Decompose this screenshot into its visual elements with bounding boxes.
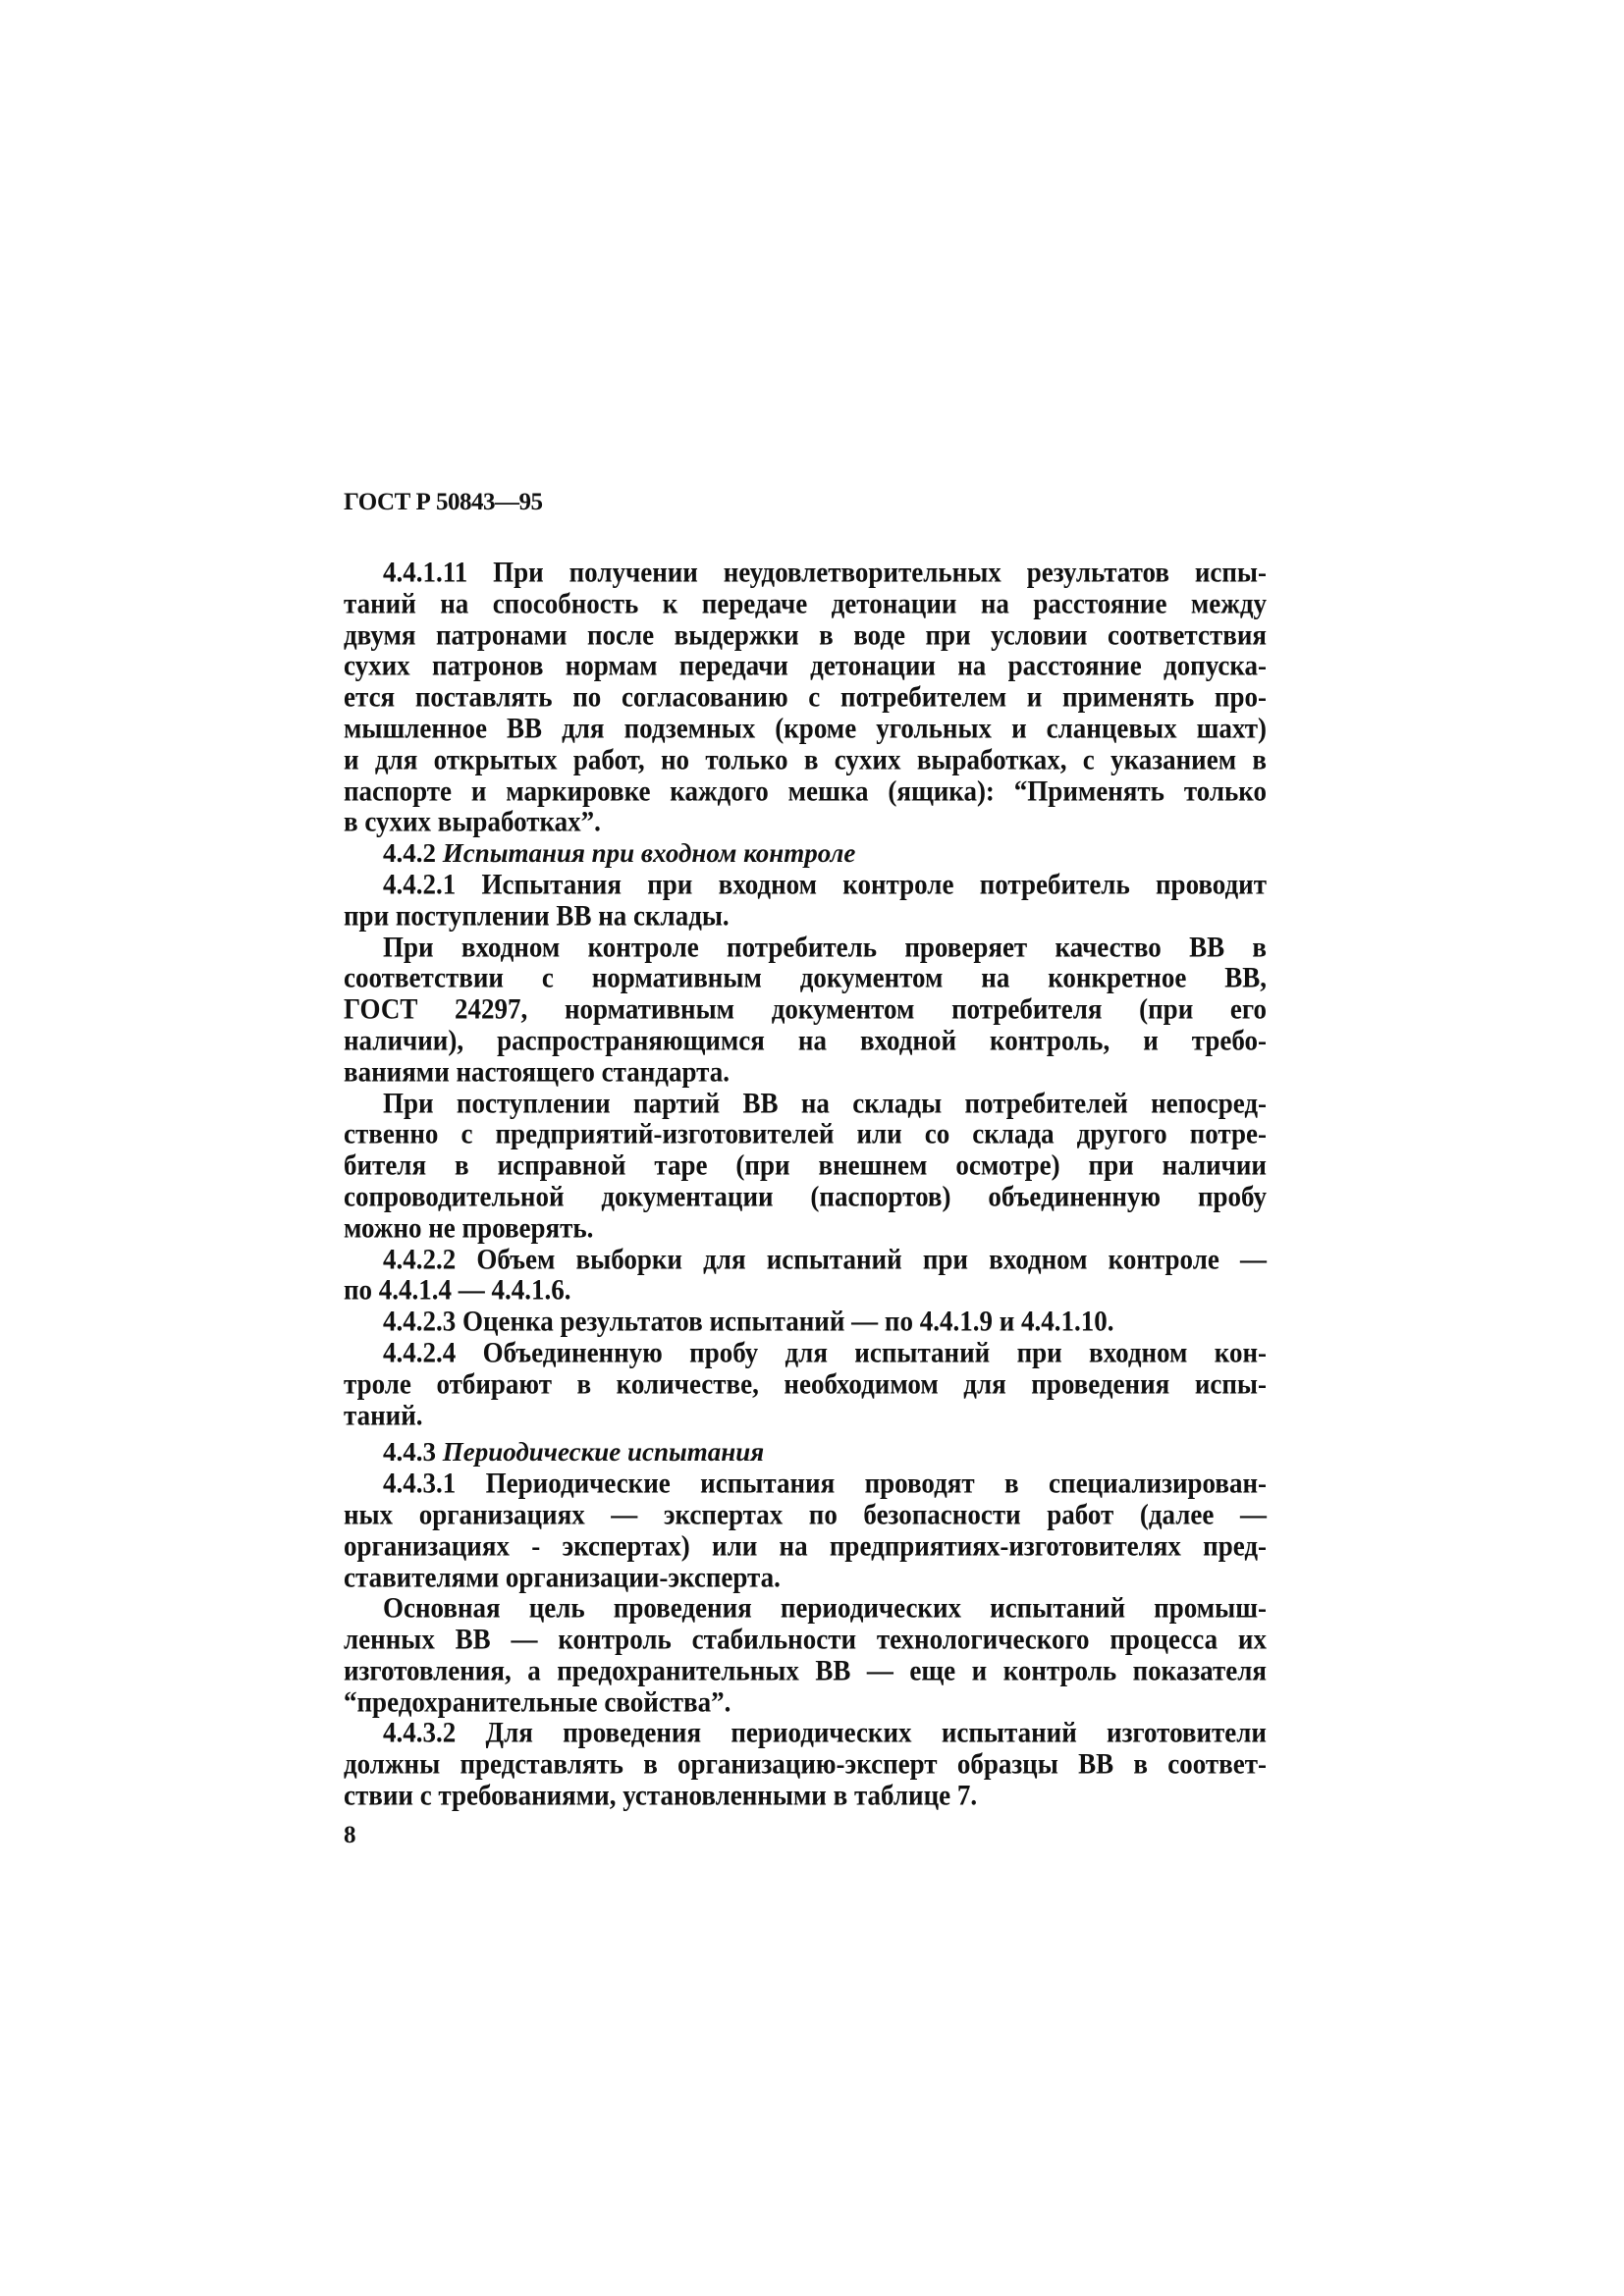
text-line: 4.4.2.4 Объединенную пробу для испытаний при входном кон- bbox=[383, 1336, 1267, 1369]
text-line: ленных ВВ — контроль стабильности технологического процесса их bbox=[344, 1623, 1267, 1656]
text-line: бителя в исправной таре (при внешнем осмотре) при наличии bbox=[344, 1148, 1267, 1182]
paragraph bbox=[344, 933, 1267, 1089]
text-line: соответствии с нормативным документом на конкретное ВВ, bbox=[344, 962, 1267, 994]
text-line: 4.4.2.3 Оценка результатов испытаний — по 4.4.1.9 и 4.4.1.10. bbox=[383, 1305, 1114, 1338]
text-line: 4.4.1.11 При получении неудовлетворительных результатов испы- bbox=[383, 556, 1267, 589]
text-line: троле отбирают в количестве, необходимом для проведения испы- bbox=[344, 1367, 1267, 1400]
text-line: сопроводительной документации (паспортов) объединенную пробу bbox=[344, 1180, 1267, 1213]
section-title: Периодические испытания bbox=[442, 1437, 765, 1468]
paragraph bbox=[344, 870, 1267, 933]
text-line: наличии), распространяющимся на входной контроль, и требо- bbox=[344, 1024, 1267, 1057]
text-line: ется поставлять по согласованию с потребителем и применять про- bbox=[344, 680, 1267, 714]
text-line: При входном контроле потребитель проверяет качество ВВ в bbox=[383, 931, 1267, 963]
text-line: и для открытых работ, но только в сухих выработках, с указанием в bbox=[344, 743, 1267, 775]
text-line: 4.4.3.2 Для проведения периодических испытаний изготовители bbox=[383, 1717, 1267, 1749]
text-line: ствии с требованиями, установленными в таблице 7. bbox=[344, 1779, 978, 1812]
text-line: мышленное ВВ для подземных (кроме угольных и сланцевых шахт) bbox=[344, 712, 1267, 745]
text-line: ГОСТ 24297, нормативным документом потребителя (при его bbox=[344, 992, 1267, 1026]
text-line: Основная цель проведения периодических испытаний промыш- bbox=[383, 1592, 1267, 1625]
text-line: в сухих выработках”. bbox=[344, 806, 601, 838]
section-heading bbox=[344, 838, 1267, 870]
document-header: ГОСТ Р 50843—95 bbox=[344, 489, 543, 515]
section-title: Испытания при входном контроле bbox=[442, 838, 856, 869]
text-line: ных организациях — экспертах по безопасности работ (далее — bbox=[344, 1498, 1267, 1531]
text-line: ственно с предприятий-изготовителей или со склада другого потре- bbox=[344, 1118, 1267, 1150]
page-number: 8 bbox=[344, 1821, 356, 1848]
paragraph bbox=[344, 1338, 1267, 1431]
text-line: таний на способность к передаче детонации на расстояние между bbox=[344, 587, 1267, 619]
paragraph bbox=[344, 1307, 1267, 1338]
text-line: двумя патронами после выдержки в воде при условии соответствия bbox=[344, 618, 1267, 651]
document-body bbox=[344, 558, 1267, 1812]
text-line: паспорте и маркировке каждого мешка (ящика): “Применять только bbox=[344, 774, 1267, 807]
text-line: 4.4.3.1 Периодические испытания проводят в специализирован- bbox=[383, 1467, 1267, 1500]
text-line: ваниями настоящего стандарта. bbox=[344, 1055, 730, 1088]
text-line: ставителями организации-эксперта. bbox=[344, 1561, 781, 1593]
paragraph bbox=[344, 1468, 1267, 1593]
section-heading bbox=[344, 1437, 1267, 1468]
paragraph bbox=[344, 1593, 1267, 1718]
text-line: изготовления, а предохранительных ВВ — еще и контроль показателя bbox=[344, 1654, 1267, 1687]
paragraph bbox=[344, 1089, 1267, 1245]
text-line: “предохранительные свойства”. bbox=[344, 1685, 731, 1718]
paragraph bbox=[344, 558, 1267, 838]
text-line: можно не проверять. bbox=[344, 1211, 594, 1244]
text-line: 4.4.2.2 Объем выборки для испытаний при входном контроле — bbox=[383, 1243, 1267, 1275]
text-line: организациях - экспертах) или на предприятиях-изготовителях пред- bbox=[344, 1529, 1267, 1562]
text-line: по 4.4.1.4 — 4.4.1.6. bbox=[344, 1274, 571, 1307]
text-line: должны представлять в организацию-эксперт образцы ВВ в соответ- bbox=[344, 1748, 1267, 1781]
paragraph bbox=[344, 1245, 1267, 1308]
text-line: таний. bbox=[344, 1399, 423, 1431]
section-number: 4.4.2 bbox=[383, 838, 436, 869]
section-number: 4.4.3 bbox=[383, 1437, 436, 1468]
text-line: При поступлении партий ВВ на склады потребителей непосред- bbox=[383, 1087, 1267, 1119]
text-line: 4.4.2.1 Испытания при входном контроле потребитель проводит bbox=[383, 868, 1267, 901]
document-page bbox=[344, 489, 1267, 1849]
paragraph bbox=[344, 1718, 1267, 1811]
text-line: сухих патронов нормам передачи детонации на расстояние допуска- bbox=[344, 650, 1267, 682]
text-line: при поступлении ВВ на склады. bbox=[344, 899, 730, 932]
